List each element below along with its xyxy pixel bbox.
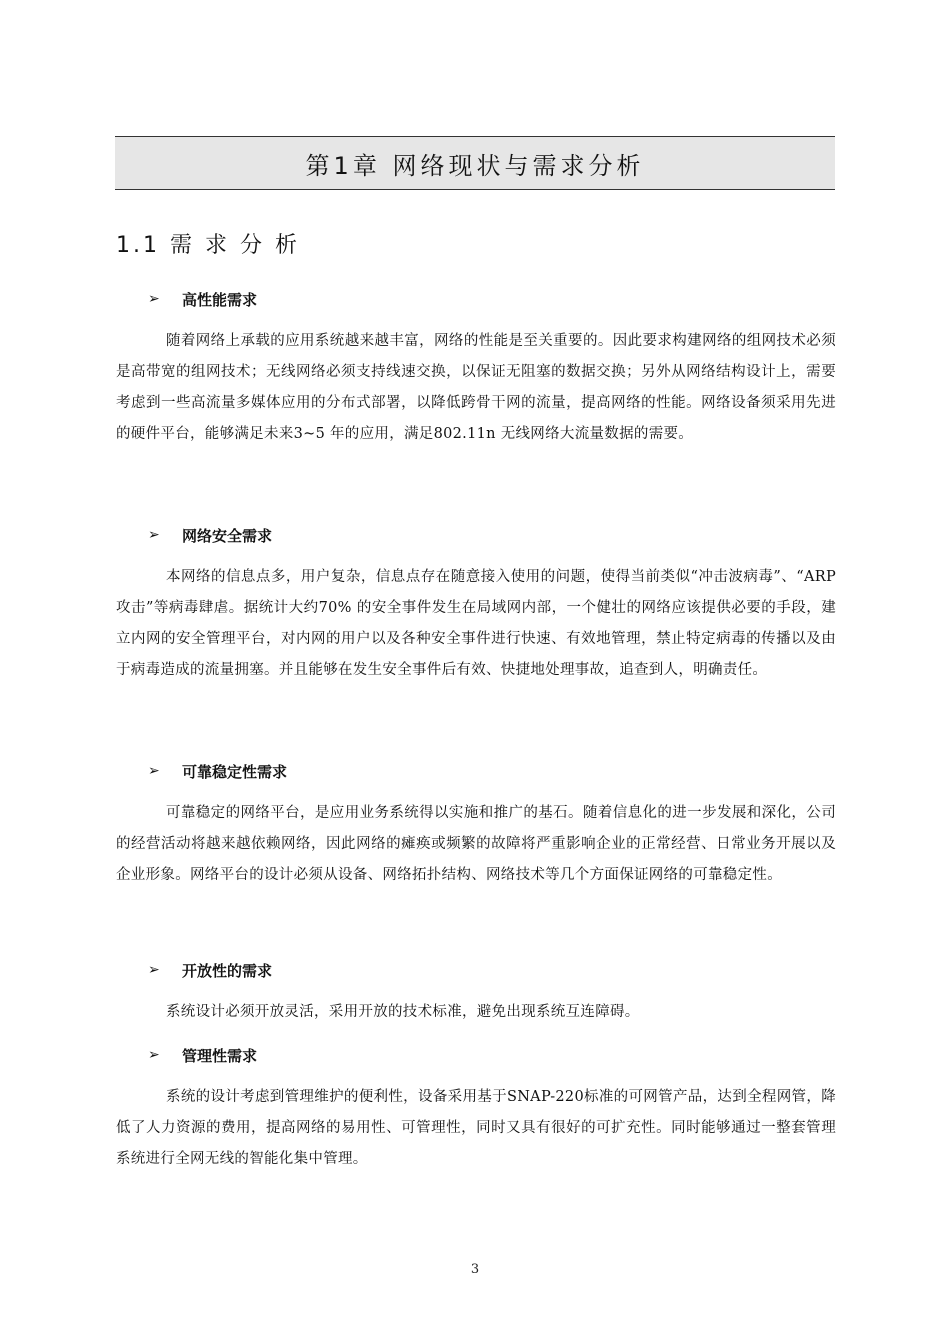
- requirement-heading: [116, 756, 836, 786]
- arrow-bullet-icon: ➢: [148, 763, 160, 779]
- chapter-header: [115, 136, 835, 190]
- requirement-paragraph: 随着网络上承载的应用系统越来越丰富，网络的性能是至关重要的。因此要求构建网络的组网技术必须是高带宽的组网技术；无线网络必须支持线速交换，以保证无阻塞的数据交换；另外从网络结构设计上，需要考虑到一些高流量多媒体应用的分布式部署，以降低跨骨干网的流量，提高网络的性能。网络设备须采用先进的硬件平台，能够满足未来3~5 年的应用，满足802.11n 无线网络大流量数据的需要。: [116, 333, 836, 442]
- requirement-heading-text: 开放性的需求: [182, 961, 273, 980]
- requirement-manageability: [116, 1040, 836, 1175]
- requirement-paragraph: 本网络的信息点多，用户复杂，信息点存在随意接入使用的问题，使得当前类似“冲击波病毒”、“ARP 攻击”等病毒肆虐。据统计大约70% 的安全事件发生在局域网内部，一个健壮的网络应该提供必要的手段，建立内网的安全管理平台，对内网的用户以及各种安全事件进行快速、有效地管理，禁止特定病毒的传播以及由于病毒造成的流量拥塞。并且能够在发生安全事件后有效、快捷地处理事故，追查到人，明确责任。: [116, 569, 836, 678]
- requirement-paragraph: 系统设计必须开放灵活，采用开放的技术标准，避免出现系统互连障碍。: [166, 1004, 640, 1020]
- requirement-paragraph: 系统的设计考虑到管理维护的便利性，设备采用基于SNAP-220标准的可网管产品，达到全程网管，降低了人力资源的费用，提高网络的易用性、可管理性，同时又具有很好的可扩充性。同时能够通过一整套管理系统进行全网无线的智能化集中管理。: [116, 1089, 836, 1167]
- requirement-high-performance: [116, 284, 836, 450]
- requirement-heading: [116, 284, 836, 314]
- requirement-heading: [116, 955, 836, 985]
- requirement-network-security: [116, 520, 836, 686]
- chapter-title: 第1章 网络现状与需求分析: [305, 151, 645, 180]
- arrow-bullet-icon: ➢: [148, 962, 160, 978]
- requirement-reliability: [116, 756, 836, 891]
- requirement-paragraph: 可靠稳定的网络平台，是应用业务系统得以实施和推广的基石。随着信息化的进一步发展和深化，公司的经营活动将越来越依赖网络，因此网络的瘫痪或频繁的故障将严重影响企业的正常经营、日常业务开展以及企业形象。网络平台的设计必须从设备、网络拓扑结构、网络技术等几个方面保证网络的可靠稳定性。: [116, 805, 836, 883]
- requirement-heading-text: 高性能需求: [182, 290, 258, 309]
- requirement-heading-text: 可靠稳定性需求: [182, 762, 288, 781]
- requirement-heading-text: 管理性需求: [182, 1046, 258, 1065]
- requirement-heading: [116, 520, 836, 550]
- requirement-openness: [116, 955, 836, 1028]
- page-number: 3: [470, 1262, 480, 1277]
- section-title: 1.1 需 求 分 析: [116, 233, 300, 258]
- arrow-bullet-icon: ➢: [148, 1047, 160, 1063]
- arrow-bullet-icon: ➢: [148, 291, 160, 307]
- requirement-heading: [116, 1040, 836, 1070]
- arrow-bullet-icon: ➢: [148, 527, 160, 543]
- requirement-heading-text: 网络安全需求: [182, 526, 273, 545]
